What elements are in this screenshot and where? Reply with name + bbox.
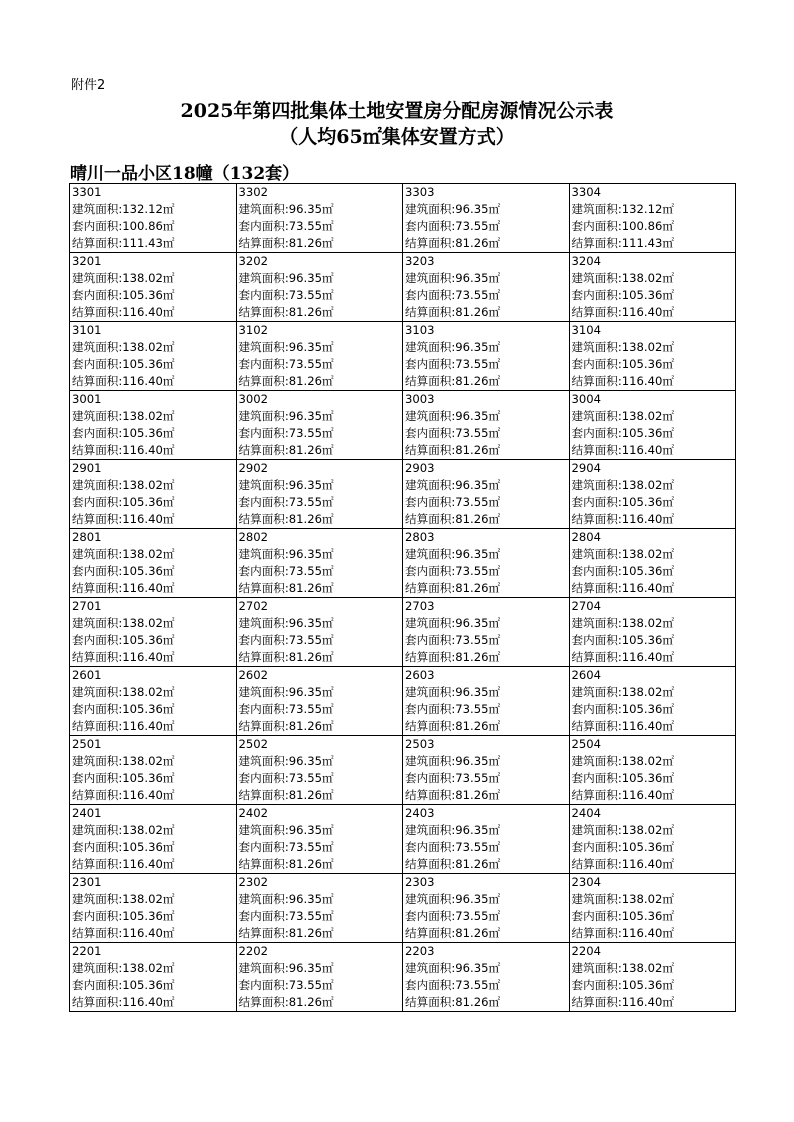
settlement-area: 结算面积:81.26㎡: [238, 788, 334, 802]
inner-area: 套内面积:73.55㎡: [405, 495, 501, 509]
unit-cell: [403, 253, 570, 322]
unit-cell: [403, 322, 570, 391]
settlement-area: 结算面积:116.40㎡: [72, 650, 175, 664]
inner-area: 套内面积:105.36㎡: [571, 495, 674, 509]
unit-cell: [403, 184, 570, 253]
building-area: 建筑面积:96.35㎡: [238, 685, 334, 699]
settlement-area: 结算面积:81.26㎡: [238, 995, 334, 1009]
unit-cell: [236, 184, 403, 253]
inner-area: 套内面积:73.55㎡: [238, 495, 334, 509]
inner-area: 套内面积:100.86㎡: [571, 219, 674, 233]
unit-number: 3303: [405, 185, 435, 199]
inner-area: 套内面积:105.36㎡: [571, 564, 674, 578]
unit-cell: [70, 391, 237, 460]
unit-number: 2601: [72, 668, 102, 682]
unit-cell: [569, 460, 736, 529]
unit-cell: [70, 874, 237, 943]
settlement-area: 结算面积:81.26㎡: [238, 374, 334, 388]
settlement-area: 结算面积:81.26㎡: [405, 581, 501, 595]
settlement-area: 结算面积:116.40㎡: [72, 443, 175, 457]
inner-area: 套内面积:105.36㎡: [571, 357, 674, 371]
inner-area: 套内面积:105.36㎡: [72, 840, 175, 854]
unit-cell: [236, 253, 403, 322]
building-area: 建筑面积:132.12㎡: [571, 202, 674, 216]
building-area: 建筑面积:138.02㎡: [571, 892, 674, 906]
unit-number: 2301: [72, 875, 102, 889]
unit-number: 2703: [405, 599, 435, 613]
inner-area: 套内面积:73.55㎡: [238, 702, 334, 716]
settlement-area: 结算面积:81.26㎡: [238, 719, 334, 733]
unit-number: 2303: [405, 875, 435, 889]
unit-cell: [236, 598, 403, 667]
unit-table-body: [70, 184, 736, 1012]
unit-number: 3301: [72, 185, 102, 199]
building-area: 建筑面积:96.35㎡: [405, 892, 501, 906]
inner-area: 套内面积:105.36㎡: [571, 426, 674, 440]
unit-cell: [569, 874, 736, 943]
building-area: 建筑面积:96.35㎡: [405, 961, 501, 975]
building-area: 建筑面积:138.02㎡: [571, 823, 674, 837]
settlement-area: 结算面积:81.26㎡: [405, 512, 501, 526]
unit-number: 3203: [405, 254, 435, 268]
unit-cell: [403, 736, 570, 805]
building-area: 建筑面积:138.02㎡: [571, 547, 674, 561]
inner-area: 套内面积:105.36㎡: [72, 288, 175, 302]
unit-cell: [403, 943, 570, 1012]
settlement-area: 结算面积:116.40㎡: [72, 857, 175, 871]
building-area: 建筑面积:138.02㎡: [72, 271, 175, 285]
inner-area: 套内面积:73.55㎡: [238, 288, 334, 302]
unit-number: 3004: [571, 392, 602, 406]
unit-cell: [403, 529, 570, 598]
unit-number: 2204: [571, 944, 602, 958]
unit-number: 2202: [238, 944, 269, 958]
unit-cell: [569, 943, 736, 1012]
settlement-area: 结算面积:81.26㎡: [405, 374, 501, 388]
inner-area: 套内面积:105.36㎡: [571, 978, 674, 992]
unit-number: 2504: [571, 737, 602, 751]
building-area: 建筑面积:96.35㎡: [238, 961, 334, 975]
unit-cell: [70, 667, 237, 736]
building-area: 建筑面积:96.35㎡: [238, 271, 334, 285]
building-area: 建筑面积:138.02㎡: [571, 478, 674, 492]
unit-table: [69, 183, 736, 1012]
unit-number: 2502: [238, 737, 269, 751]
inner-area: 套内面积:105.36㎡: [571, 771, 674, 785]
inner-area: 套内面积:73.55㎡: [238, 357, 334, 371]
unit-cell: [569, 184, 736, 253]
inner-area: 套内面积:73.55㎡: [405, 564, 501, 578]
table-row: [70, 667, 736, 736]
building-area: 建筑面积:138.02㎡: [571, 409, 674, 423]
settlement-area: 结算面积:116.40㎡: [571, 443, 674, 457]
building-area: 建筑面积:138.02㎡: [72, 823, 175, 837]
inner-area: 套内面积:73.55㎡: [405, 219, 501, 233]
building-area: 建筑面积:132.12㎡: [72, 202, 175, 216]
unit-cell: [70, 805, 237, 874]
settlement-area: 结算面积:111.43㎡: [72, 236, 175, 250]
unit-cell: [569, 805, 736, 874]
unit-number: 2604: [571, 668, 602, 682]
settlement-area: 结算面积:81.26㎡: [405, 995, 501, 1009]
unit-number: 2704: [571, 599, 602, 613]
unit-cell: [236, 943, 403, 1012]
unit-number: 2404: [571, 806, 602, 820]
unit-number: 2803: [405, 530, 435, 544]
building-area: 建筑面积:138.02㎡: [72, 685, 175, 699]
inner-area: 套内面积:73.55㎡: [405, 702, 501, 716]
inner-area: 套内面积:105.36㎡: [571, 288, 674, 302]
unit-cell: [70, 184, 237, 253]
unit-cell: [70, 322, 237, 391]
unit-cell: [236, 391, 403, 460]
inner-area: 套内面积:73.55㎡: [405, 288, 501, 302]
building-area: 建筑面积:96.35㎡: [405, 340, 501, 354]
inner-area: 套内面积:73.55㎡: [405, 426, 501, 440]
unit-cell: [236, 529, 403, 598]
table-row: [70, 253, 736, 322]
table-row: [70, 184, 736, 253]
unit-number: 3304: [571, 185, 602, 199]
inner-area: 套内面积:100.86㎡: [72, 219, 175, 233]
unit-cell: [569, 667, 736, 736]
inner-area: 套内面积:105.36㎡: [72, 978, 175, 992]
inner-area: 套内面积:73.55㎡: [405, 978, 501, 992]
unit-number: 2901: [72, 461, 102, 475]
settlement-area: 结算面积:116.40㎡: [72, 305, 175, 319]
inner-area: 套内面积:105.36㎡: [72, 426, 175, 440]
unit-cell: [236, 736, 403, 805]
table-row: [70, 736, 736, 805]
table-row: [70, 598, 736, 667]
building-area: 建筑面积:138.02㎡: [72, 616, 175, 630]
settlement-area: 结算面积:116.40㎡: [571, 788, 674, 802]
unit-cell: [70, 529, 237, 598]
settlement-area: 结算面积:116.40㎡: [571, 374, 674, 388]
unit-number: 2804: [571, 530, 602, 544]
unit-cell: [403, 667, 570, 736]
building-area: 建筑面积:96.35㎡: [405, 547, 501, 561]
unit-number: 2304: [571, 875, 602, 889]
inner-area: 套内面积:105.36㎡: [571, 840, 674, 854]
building-area: 建筑面积:138.02㎡: [72, 961, 175, 975]
settlement-area: 结算面积:81.26㎡: [238, 857, 334, 871]
unit-number: 2503: [405, 737, 435, 751]
unit-number: 3201: [72, 254, 102, 268]
unit-number: 3002: [238, 392, 269, 406]
settlement-area: 结算面积:116.40㎡: [571, 926, 674, 940]
building-area: 建筑面积:138.02㎡: [72, 754, 175, 768]
building-area: 建筑面积:138.02㎡: [571, 754, 674, 768]
unit-cell: [403, 391, 570, 460]
table-row: [70, 805, 736, 874]
unit-number: 2801: [72, 530, 102, 544]
unit-cell: [236, 322, 403, 391]
inner-area: 套内面积:105.36㎡: [571, 633, 674, 647]
settlement-area: 结算面积:81.26㎡: [238, 926, 334, 940]
page-title: 2025年第四批集体土地安置房分配房源情况公示表: [180, 100, 614, 122]
unit-number: 2603: [405, 668, 435, 682]
building-area: 建筑面积:138.02㎡: [571, 961, 674, 975]
unit-number: 3202: [238, 254, 269, 268]
inner-area: 套内面积:105.36㎡: [72, 633, 175, 647]
building-area: 建筑面积:138.02㎡: [571, 340, 674, 354]
unit-cell: [70, 598, 237, 667]
inner-area: 套内面积:73.55㎡: [238, 633, 334, 647]
building-area: 建筑面积:96.35㎡: [238, 754, 334, 768]
settlement-area: 结算面积:81.26㎡: [405, 305, 501, 319]
unit-cell: [403, 460, 570, 529]
building-area: 建筑面积:138.02㎡: [571, 685, 674, 699]
unit-cell: [70, 943, 237, 1012]
settlement-area: 结算面积:81.26㎡: [238, 443, 334, 457]
unit-number: 2403: [405, 806, 435, 820]
settlement-area: 结算面积:116.40㎡: [72, 926, 175, 940]
settlement-area: 结算面积:116.40㎡: [571, 305, 674, 319]
unit-cell: [236, 874, 403, 943]
settlement-area: 结算面积:116.40㎡: [571, 995, 674, 1009]
unit-number: 2402: [238, 806, 269, 820]
inner-area: 套内面积:73.55㎡: [238, 426, 334, 440]
unit-number: 3101: [72, 323, 102, 337]
inner-area: 套内面积:73.55㎡: [238, 840, 334, 854]
building-area: 建筑面积:96.35㎡: [238, 892, 334, 906]
table-row: [70, 874, 736, 943]
unit-cell: [569, 736, 736, 805]
unit-number: 2702: [238, 599, 269, 613]
settlement-area: 结算面积:116.40㎡: [72, 788, 175, 802]
table-row: [70, 391, 736, 460]
unit-cell: [569, 253, 736, 322]
inner-area: 套内面积:105.36㎡: [571, 909, 674, 923]
unit-number: 2302: [238, 875, 269, 889]
settlement-area: 结算面积:116.40㎡: [72, 512, 175, 526]
inner-area: 套内面积:73.55㎡: [405, 633, 501, 647]
unit-cell: [70, 460, 237, 529]
building-area: 建筑面积:96.35㎡: [405, 616, 501, 630]
unit-cell: [236, 667, 403, 736]
inner-area: 套内面积:73.55㎡: [238, 219, 334, 233]
settlement-area: 结算面积:116.40㎡: [72, 995, 175, 1009]
unit-cell: [236, 460, 403, 529]
settlement-area: 结算面积:81.26㎡: [238, 236, 334, 250]
unit-number: 2501: [72, 737, 102, 751]
settlement-area: 结算面积:81.26㎡: [238, 305, 334, 319]
building-area: 建筑面积:96.35㎡: [238, 409, 334, 423]
building-area: 建筑面积:138.02㎡: [72, 547, 175, 561]
unit-number: 3302: [238, 185, 269, 199]
settlement-area: 结算面积:116.40㎡: [571, 719, 674, 733]
unit-cell: [403, 598, 570, 667]
unit-cell: [403, 805, 570, 874]
unit-cell: [236, 805, 403, 874]
unit-number: 2401: [72, 806, 102, 820]
building-area: 建筑面积:96.35㎡: [238, 823, 334, 837]
inner-area: 套内面积:73.55㎡: [405, 840, 501, 854]
inner-area: 套内面积:105.36㎡: [571, 702, 674, 716]
unit-number: 2802: [238, 530, 269, 544]
building-area: 建筑面积:96.35㎡: [238, 340, 334, 354]
inner-area: 套内面积:105.36㎡: [72, 771, 175, 785]
unit-number: 3001: [72, 392, 102, 406]
inner-area: 套内面积:73.55㎡: [405, 909, 501, 923]
unit-number: 2203: [405, 944, 435, 958]
inner-area: 套内面积:73.55㎡: [405, 357, 501, 371]
building-area: 建筑面积:96.35㎡: [238, 478, 334, 492]
section-heading: 晴川一品小区18幢（132套）: [70, 164, 300, 184]
table-row: [70, 943, 736, 1012]
building-area: 建筑面积:96.35㎡: [405, 685, 501, 699]
building-area: 建筑面积:96.35㎡: [238, 616, 334, 630]
settlement-area: 结算面积:81.26㎡: [405, 788, 501, 802]
unit-number: 2701: [72, 599, 102, 613]
unit-number: 3102: [238, 323, 269, 337]
unit-number: 2201: [72, 944, 102, 958]
settlement-area: 结算面积:116.40㎡: [571, 512, 674, 526]
inner-area: 套内面积:73.55㎡: [238, 564, 334, 578]
settlement-area: 结算面积:81.26㎡: [405, 443, 501, 457]
settlement-area: 结算面积:81.26㎡: [238, 512, 334, 526]
settlement-area: 结算面积:81.26㎡: [405, 926, 501, 940]
settlement-area: 结算面积:81.26㎡: [405, 236, 501, 250]
building-area: 建筑面积:138.02㎡: [72, 478, 175, 492]
settlement-area: 结算面积:116.40㎡: [571, 581, 674, 595]
page-subtitle: （人均65㎡集体安置方式）: [279, 126, 515, 148]
settlement-area: 结算面积:81.26㎡: [405, 857, 501, 871]
unit-number: 3103: [405, 323, 435, 337]
building-area: 建筑面积:96.35㎡: [405, 478, 501, 492]
unit-number: 3204: [571, 254, 602, 268]
attachment-label: 附件2: [71, 78, 106, 93]
inner-area: 套内面积:105.36㎡: [72, 495, 175, 509]
inner-area: 套内面积:105.36㎡: [72, 702, 175, 716]
settlement-area: 结算面积:116.40㎡: [72, 374, 175, 388]
inner-area: 套内面积:73.55㎡: [238, 909, 334, 923]
unit-number: 2602: [238, 668, 269, 682]
inner-area: 套内面积:105.36㎡: [72, 564, 175, 578]
settlement-area: 结算面积:111.43㎡: [571, 236, 674, 250]
building-area: 建筑面积:96.35㎡: [238, 202, 334, 216]
settlement-area: 结算面积:81.26㎡: [238, 581, 334, 595]
inner-area: 套内面积:105.36㎡: [72, 357, 175, 371]
settlement-area: 结算面积:116.40㎡: [72, 719, 175, 733]
table-row: [70, 322, 736, 391]
unit-number: 2904: [571, 461, 602, 475]
unit-cell: [403, 874, 570, 943]
unit-cell: [569, 322, 736, 391]
unit-cell: [569, 598, 736, 667]
settlement-area: 结算面积:116.40㎡: [571, 650, 674, 664]
settlement-area: 结算面积:81.26㎡: [405, 650, 501, 664]
settlement-area: 结算面积:116.40㎡: [571, 857, 674, 871]
settlement-area: 结算面积:81.26㎡: [238, 650, 334, 664]
settlement-area: 结算面积:116.40㎡: [72, 581, 175, 595]
unit-cell: [569, 391, 736, 460]
unit-cell: [569, 529, 736, 598]
table-row: [70, 460, 736, 529]
building-area: 建筑面积:138.02㎡: [72, 892, 175, 906]
unit-cell: [70, 736, 237, 805]
inner-area: 套内面积:73.55㎡: [238, 978, 334, 992]
unit-number: 3104: [571, 323, 602, 337]
inner-area: 套内面积:73.55㎡: [405, 771, 501, 785]
unit-number: 2902: [238, 461, 269, 475]
table-row: [70, 529, 736, 598]
building-area: 建筑面积:138.02㎡: [72, 409, 175, 423]
unit-number: 3003: [405, 392, 435, 406]
building-area: 建筑面积:96.35㎡: [405, 823, 501, 837]
building-area: 建筑面积:96.35㎡: [405, 409, 501, 423]
settlement-area: 结算面积:81.26㎡: [405, 719, 501, 733]
building-area: 建筑面积:138.02㎡: [72, 340, 175, 354]
building-area: 建筑面积:96.35㎡: [405, 754, 501, 768]
building-area: 建筑面积:96.35㎡: [405, 271, 501, 285]
inner-area: 套内面积:73.55㎡: [238, 771, 334, 785]
building-area: 建筑面积:138.02㎡: [571, 616, 674, 630]
building-area: 建筑面积:96.35㎡: [405, 202, 501, 216]
unit-cell: [70, 253, 237, 322]
building-area: 建筑面积:138.02㎡: [571, 271, 674, 285]
building-area: 建筑面积:96.35㎡: [238, 547, 334, 561]
inner-area: 套内面积:105.36㎡: [72, 909, 175, 923]
unit-number: 2903: [405, 461, 435, 475]
